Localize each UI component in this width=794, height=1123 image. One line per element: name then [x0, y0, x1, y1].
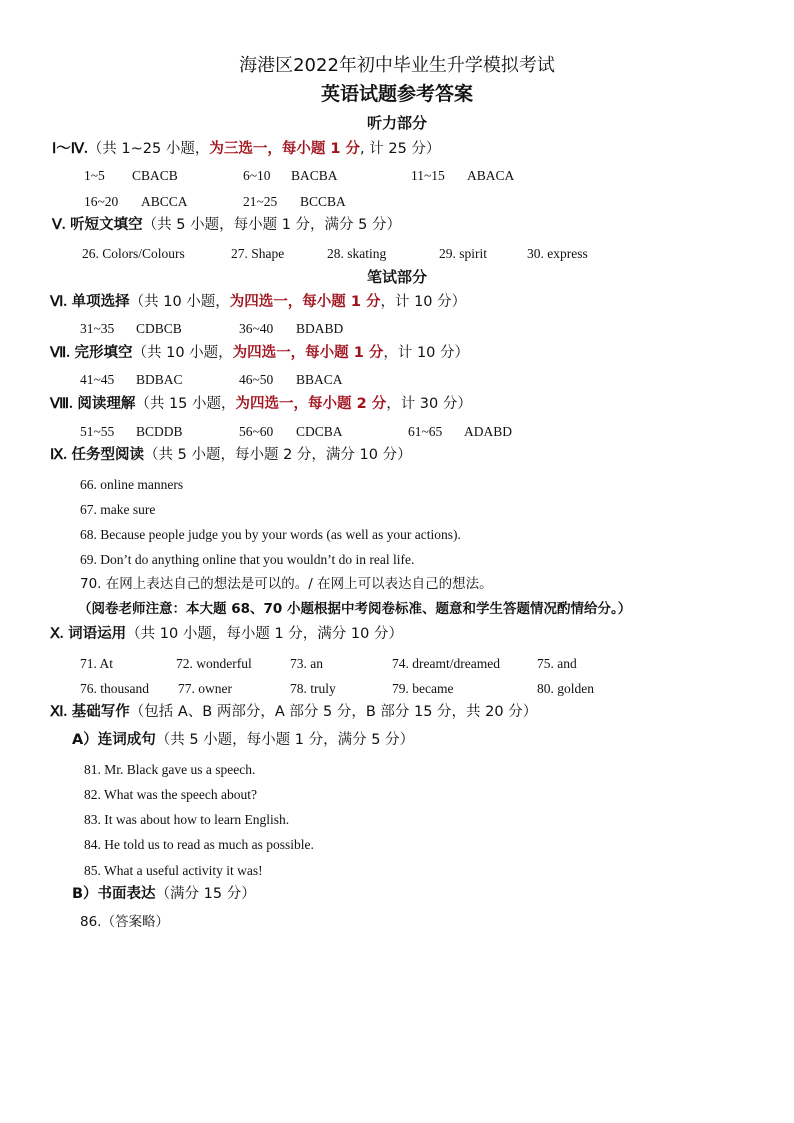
answer-text: 66. online manners [80, 477, 184, 492]
essay-answer: 86.（答案略） [80, 914, 169, 930]
section-desc-pre: （共 1~25 小题， [87, 141, 210, 157]
section-7-heading [50, 344, 469, 362]
answer-item [80, 551, 414, 569]
section-number: Ⅷ. [50, 396, 73, 412]
section-name: 基础写作 [71, 704, 130, 720]
answer-item: 74. dreamt/dreamed [392, 656, 500, 671]
answer-value: BDBAC [136, 372, 183, 387]
section-number: Ⅸ. [50, 447, 67, 463]
section-desc: （共 10 小题，每小题 1 分，满分 10 分） [126, 626, 403, 642]
section-6-heading [50, 293, 466, 311]
section-desc: （包括 A、B 两部分，A 部分 5 分，B 部分 15 分，共 20 分） [129, 704, 538, 720]
part-desc: （满分 15 分） [155, 886, 256, 902]
answer-text: 83. It was about how to learn English. [84, 812, 290, 827]
answer-range: 56~60 [239, 424, 274, 439]
answer-range: 61~65 [408, 424, 443, 439]
answer-value: CBACB [132, 168, 178, 183]
answer-item: 76. thousand [80, 681, 149, 696]
answer-text: 68. Because people judge you by your words (as well as your actions). [80, 527, 461, 542]
answer-item [84, 862, 263, 880]
answer-text: 82. What was the speech about? [84, 787, 257, 802]
answer-item: 26. Colors/Colours [82, 246, 185, 261]
answer-value: CDCBA [296, 424, 343, 439]
section-5-heading [52, 216, 401, 234]
answer-value: ABACA [467, 168, 515, 183]
answer-range: 11~15 [411, 168, 445, 183]
answer-value: BCCBA [300, 194, 346, 209]
section-scoring-rule: 为三选一，每小题 1 分 [209, 141, 361, 157]
answer-item: 30. express [527, 246, 588, 261]
section-desc-post: ，计 10 分） [383, 345, 470, 361]
section-1-4-heading [52, 140, 440, 158]
answer-text: 70. 在网上表达自己的想法是可以的。/ 在网上可以表达自己的想法。 [80, 576, 493, 592]
section-desc-post: ，计 30 分） [386, 396, 472, 412]
section-desc: （共 5 小题，每小题 1 分，满分 5 分） [142, 217, 401, 233]
answer-value: BBACA [296, 372, 343, 387]
section-scoring-rule: 为四选一，每小题 1 分 [229, 294, 381, 310]
section-name: 词语运用 [68, 626, 127, 642]
section-number: Ⅴ. [52, 217, 66, 233]
answer-value: BDABD [296, 321, 344, 336]
answer-item [80, 526, 461, 544]
section-8-heading [50, 395, 472, 413]
section-desc: （共 5 小题，每小题 2 分，满分 10 分） [144, 447, 412, 463]
answer-range: 41~45 [80, 372, 115, 387]
answer-item: 77. owner [178, 681, 232, 696]
section-number: Ⅵ. [50, 294, 67, 310]
answer-range: 16~20 [84, 194, 119, 209]
writing-heading: 笔试部分 [366, 268, 427, 286]
answer-value: BACBA [291, 168, 338, 183]
answer-range: 36~40 [239, 321, 274, 336]
page-title: 海港区2022年初中毕业生升学模拟考试 [239, 55, 555, 76]
answer-item: 71. At [80, 656, 114, 671]
answer-item: 78. truly [290, 681, 336, 696]
answer-item: 73. an [290, 656, 323, 671]
listening-heading: 听力部分 [366, 114, 427, 132]
section-name: 完形填空 [74, 345, 133, 361]
section-11-heading [50, 703, 537, 721]
section-number: Ⅶ. [50, 345, 70, 361]
section-desc-post: ，计 10 分） [380, 294, 467, 310]
section-number: Ⅺ. [50, 704, 68, 720]
section-desc-pre: （共 10 小题， [129, 294, 230, 310]
answer-range: 6~10 [243, 168, 271, 183]
section-desc-post: , 计 25 分） [360, 141, 441, 157]
section-name: 阅读理解 [77, 396, 136, 412]
answer-item [84, 811, 289, 829]
answer-text: 85. What a useful activity it was! [84, 863, 263, 878]
answer-item: 79. became [392, 681, 454, 696]
section-10-heading [50, 625, 403, 643]
answer-value: CDBCB [136, 321, 182, 336]
answer-item: 72. wonderful [176, 656, 252, 671]
answer-text: 81. Mr. Black gave us a speech. [84, 762, 256, 777]
answer-range: 1~5 [84, 168, 105, 183]
part-label: A）连词成句 [72, 732, 156, 748]
answer-text: 84. He told us to read as much as possible. [84, 837, 314, 852]
section-9-heading [50, 446, 412, 464]
part-desc: （共 5 小题，每小题 1 分，满分 5 分） [155, 732, 415, 748]
section-name: 单项选择 [71, 294, 130, 310]
answer-item: 29. spirit [439, 246, 488, 261]
answer-item: 80. golden [537, 681, 594, 696]
answer-item [84, 761, 255, 779]
answer-text: 67. make sure [80, 502, 156, 517]
answer-text: 69. Don’t do anything online that you wouldn’t do in real life. [80, 552, 415, 567]
part-b-heading [72, 885, 256, 903]
part-label: B）书面表达 [72, 886, 156, 902]
section-number: Ⅰ～Ⅳ. [52, 141, 88, 157]
answer-item [80, 575, 493, 593]
answer-item: 75. and [537, 656, 577, 671]
answer-value: ADABD [464, 424, 513, 439]
section-name: 听短文填空 [70, 217, 143, 233]
section-number: Ⅹ. [50, 626, 64, 642]
section-desc-pre: （共 15 小题， [135, 396, 236, 412]
answer-item [80, 501, 155, 519]
answer-range: 21~25 [243, 194, 278, 209]
answer-value: ABCCA [141, 194, 188, 209]
answer-item: 27. Shape [231, 246, 285, 261]
answer-item: 28. skating [327, 246, 387, 261]
answer-item [80, 476, 183, 494]
section-scoring-rule: 为四选一，每小题 1 分 [232, 345, 384, 361]
answer-range: 31~35 [80, 321, 115, 336]
answer-item [84, 836, 314, 854]
answer-range: 51~55 [80, 424, 115, 439]
section-scoring-rule: 为四选一，每小题 2 分 [235, 396, 387, 412]
section-name: 任务型阅读 [71, 447, 145, 463]
answer-range: 46~50 [239, 372, 274, 387]
answer-value: BCDDB [136, 424, 183, 439]
section-desc-pre: （共 10 小题， [132, 345, 233, 361]
page-subtitle: 英语试题参考答案 [320, 83, 473, 105]
grader-note: （阅卷老师注意：本大题 68、70 小题根据中考阅卷标准、题意和学生答题情况酌情给分。） [78, 601, 632, 617]
part-a-heading [72, 731, 414, 749]
answer-item [84, 786, 257, 804]
